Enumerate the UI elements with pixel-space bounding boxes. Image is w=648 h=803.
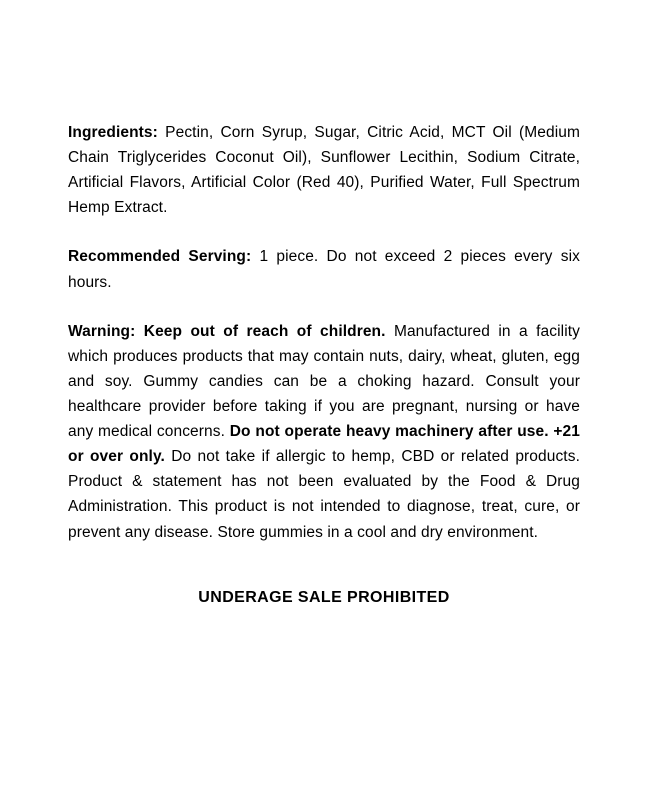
serving-paragraph — [68, 244, 580, 294]
ingredients-label: Ingredients: — [68, 124, 158, 141]
warning-text-first: Manufactured in a facility which produces products that may contain nuts, dairy, wheat, gluten, egg and soy. Gummy candies can be a choking hazard. Consult your healthcare provider before taking if you are pregnant, nursing or have any medical concerns. — [68, 322, 580, 441]
ingredients-text: Pectin, Corn Syrup, Sugar, Citric Acid, MCT Oil (Medium Chain Triglycerides Coconut Oil), Sunflower Lecithin, Sodium Citrate, Artificial Flavors, Artificial Color (Red 40), Purified Water, Full Spectrum Hemp Extract. — [68, 124, 580, 217]
serving-text: 1 piece. Do not exceed 2 pieces every six hours. — [68, 248, 580, 291]
warning-text-second: Do not take if allergic to hemp, CBD or related products. Product & statement has not been evaluated by the Food & Drug Administration. This product is not intended to diagnose, treat, cure, or prevent any disease. Store gummies in a cool and dry environment. — [68, 448, 580, 541]
warning-label: Warning: Keep out of reach of children. — [68, 322, 386, 340]
serving-label: Recommended Serving: — [68, 248, 252, 266]
warning-paragraph — [68, 319, 580, 545]
ingredients-paragraph — [68, 120, 580, 220]
warning-emphasis: Do not operate heavy machinery after use. +21 or over only. — [68, 423, 580, 466]
underage-sale-notice: UNDERAGE SALE PROHIBITED — [198, 588, 450, 606]
